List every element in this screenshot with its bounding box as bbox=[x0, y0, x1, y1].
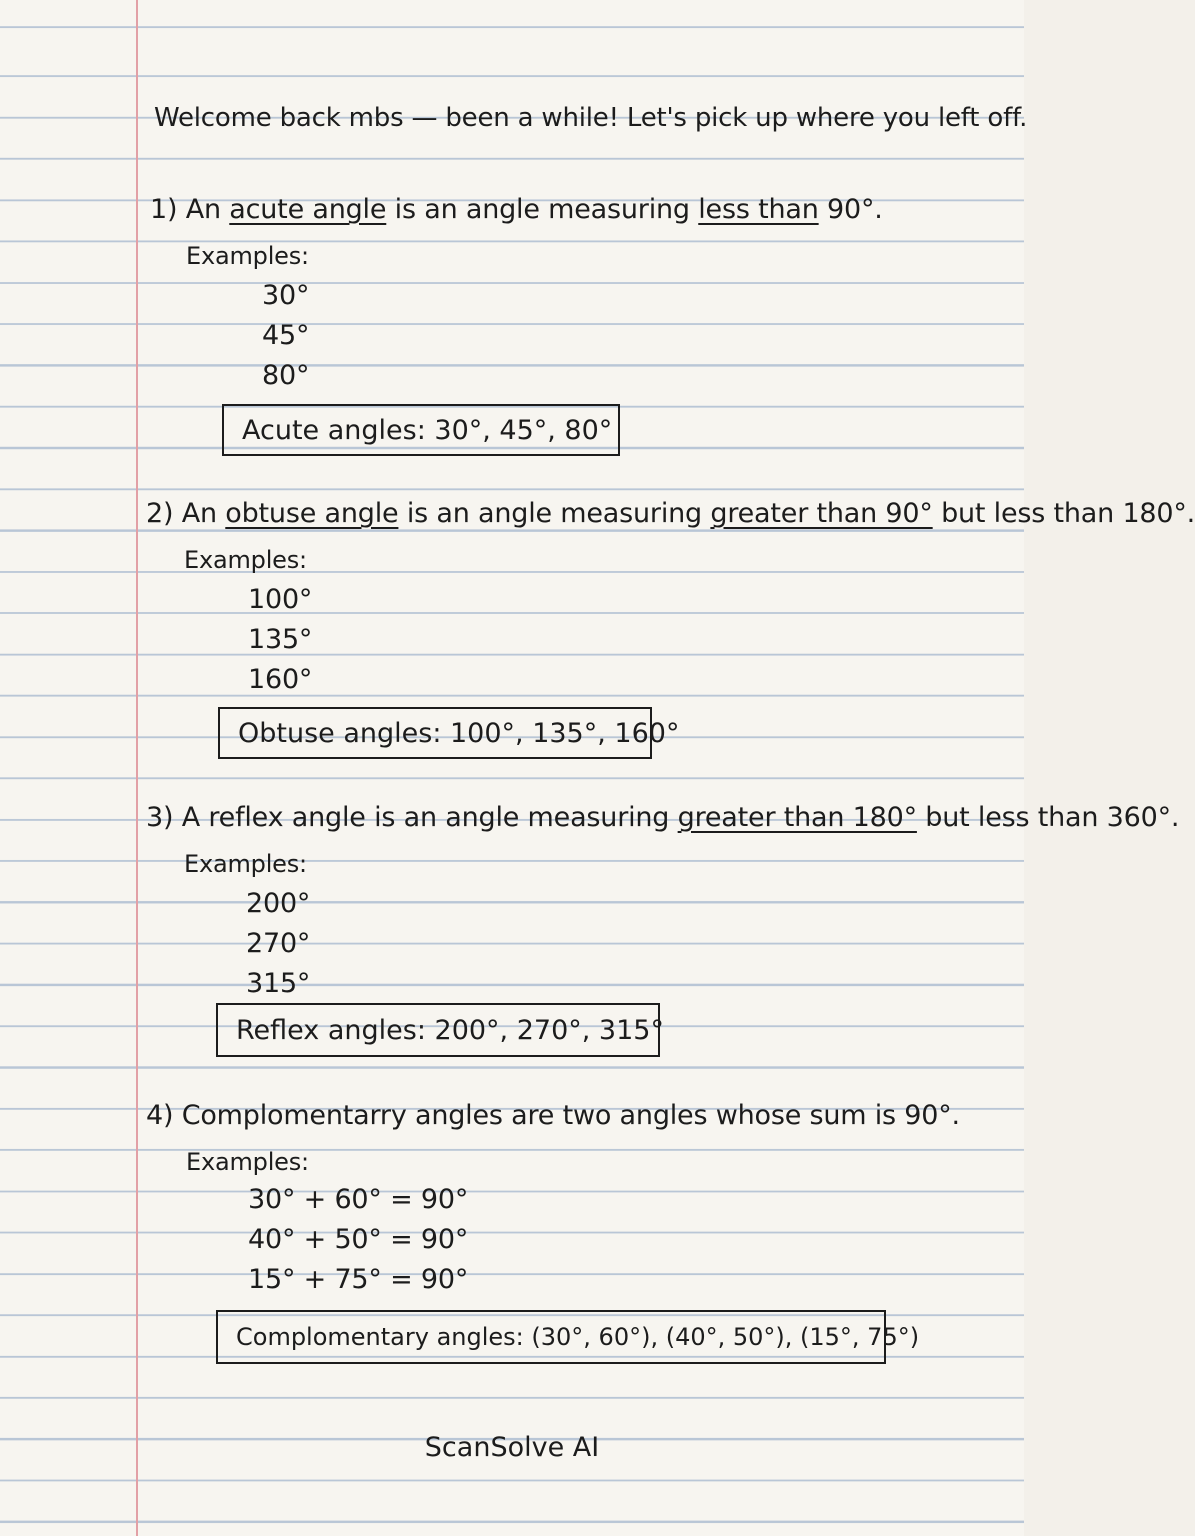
heading-text: An bbox=[185, 194, 221, 225]
example-item: 80° bbox=[262, 360, 310, 391]
condition-underlined: less than bbox=[698, 194, 819, 225]
example-item: 45° bbox=[262, 320, 310, 351]
heading-text: 90°. bbox=[827, 194, 883, 225]
section-number: 3) bbox=[146, 802, 174, 833]
example-item: 15° + 75° = 90° bbox=[248, 1264, 469, 1295]
example-item: 270° bbox=[246, 928, 311, 959]
examples-label: Examples: bbox=[184, 850, 307, 878]
heading-text: but less than 360°. bbox=[925, 802, 1180, 833]
heading-text: but less than 180°. bbox=[941, 498, 1195, 529]
summary-text: Reflex angles: 200°, 270°, 315° bbox=[236, 1014, 664, 1046]
heading-text: is an angle measuring bbox=[406, 498, 702, 529]
example-item: 200° bbox=[246, 888, 311, 919]
condition-underlined: greater than 90° bbox=[710, 498, 933, 529]
example-item: 100° bbox=[248, 584, 313, 615]
example-item: 40° + 50° = 90° bbox=[248, 1224, 469, 1255]
section-number: 4) bbox=[146, 1100, 174, 1131]
greeting-text: Welcome back mbs — been a while! Let's pick up where you left off. bbox=[154, 103, 1028, 133]
margin-line bbox=[136, 0, 138, 1536]
term-underlined: acute angle bbox=[229, 194, 387, 225]
summary-text: Complomentary angles: (30°, 60°), (40°, 50°), (15°, 75°) bbox=[236, 1323, 920, 1351]
summary-text: Obtuse angles: 100°, 135°, 160° bbox=[238, 717, 680, 749]
examples-label: Examples: bbox=[186, 242, 309, 270]
example-item: 30° bbox=[262, 280, 310, 311]
summary-text: Acute angles: 30°, 45°, 80° bbox=[242, 414, 613, 446]
examples-label: Examples: bbox=[184, 546, 307, 574]
example-item: 30° + 60° = 90° bbox=[248, 1184, 469, 1215]
term-underlined: obtuse angle bbox=[225, 498, 399, 529]
heading-text: Complomentarry angles are two angles whose sum is 90°. bbox=[181, 1100, 960, 1131]
condition-underlined: greater than 180° bbox=[677, 802, 917, 833]
examples-label: Examples: bbox=[186, 1148, 309, 1176]
section-number: 1) bbox=[150, 194, 178, 225]
section-3-heading bbox=[146, 800, 1179, 836]
section-1-heading bbox=[150, 192, 883, 228]
summary-box bbox=[218, 707, 680, 759]
section-4-heading bbox=[146, 1098, 960, 1134]
section-2-heading bbox=[146, 496, 1195, 532]
heading-text: is an angle measuring bbox=[394, 194, 690, 225]
heading-text: An bbox=[181, 498, 217, 529]
example-item: 160° bbox=[248, 664, 313, 695]
summary-box bbox=[222, 404, 620, 456]
example-item: 135° bbox=[248, 624, 313, 655]
heading-text: A reflex angle is an angle measuring bbox=[181, 802, 670, 833]
summary-box bbox=[216, 1003, 664, 1057]
footer-brand: ScanSolve AI bbox=[424, 1432, 600, 1463]
section-number: 2) bbox=[146, 498, 174, 529]
summary-box bbox=[216, 1310, 920, 1364]
example-item: 315° bbox=[246, 968, 311, 999]
